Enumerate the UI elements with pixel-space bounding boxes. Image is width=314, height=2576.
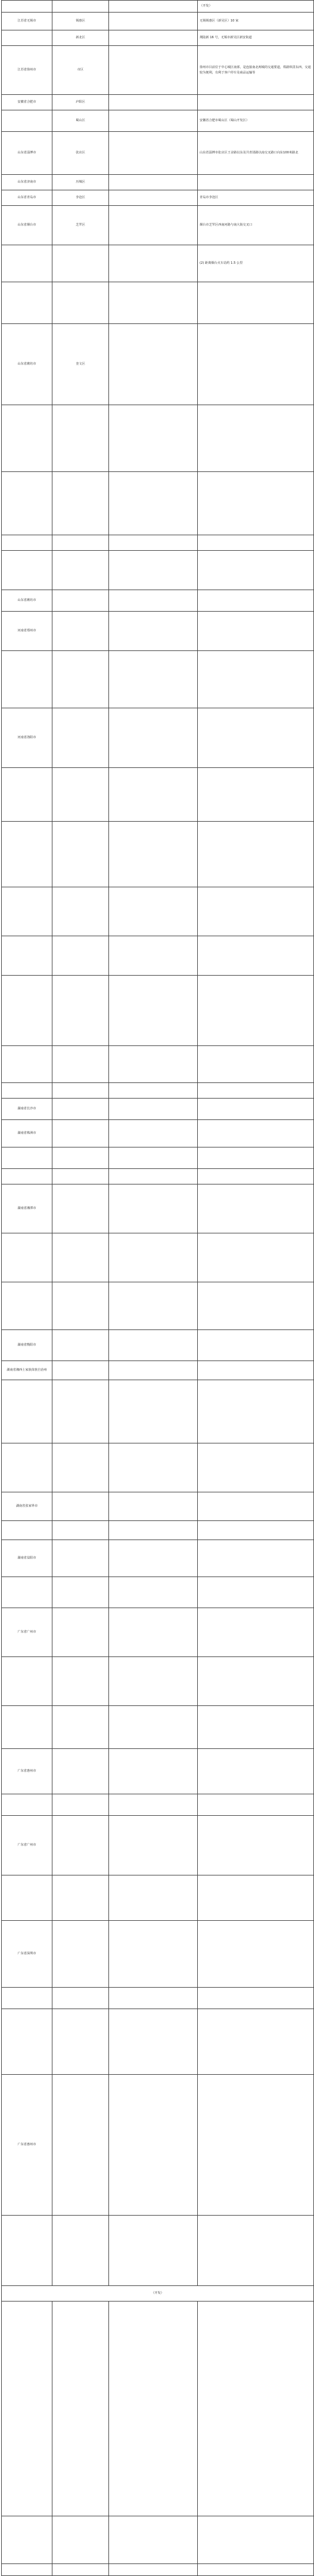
table-row	[2, 708, 314, 768]
table-row	[2, 551, 314, 590]
table-cell-c3	[109, 1120, 198, 1147]
table-cell-c3	[109, 2516, 198, 2564]
table-row	[2, 30, 314, 46]
table-row	[2, 2075, 314, 2216]
table-row	[2, 472, 314, 535]
table-cell-c2	[52, 1083, 109, 1099]
table-cell-c3	[109, 95, 198, 110]
table-cell-c4	[198, 2302, 314, 2516]
table-cell-c3	[109, 1233, 198, 1282]
table-cell-c3	[109, 1169, 198, 1184]
table-cell-c1: 山东省潍坊市	[2, 324, 52, 405]
table-cell-c1	[2, 1657, 52, 1706]
table-cell-c3	[109, 1794, 198, 1816]
table-cell-c2: 张店区	[52, 132, 109, 175]
table-cell-c4	[198, 1749, 314, 1794]
table-cell-c3	[109, 1657, 198, 1706]
table-cell-c2	[52, 976, 109, 1046]
table-body	[2, 1, 314, 2576]
table-row	[2, 1147, 314, 1169]
table-cell-c4: 山东省淄博市张店区王舍路以东及共青团路以南交叉路口向东100米路北	[198, 132, 314, 175]
table-cell-c4	[198, 1988, 314, 2009]
table-row	[2, 2302, 314, 2516]
table-cell-c3	[109, 245, 198, 282]
table-cell-c3	[109, 190, 198, 206]
table-cell-c2	[52, 768, 109, 822]
table-cell-c2	[52, 551, 109, 590]
table-cell-c3	[109, 1046, 198, 1083]
table-cell-c4	[198, 1083, 314, 1099]
table-cell-c2	[52, 1794, 109, 1816]
table-row	[2, 1330, 314, 1361]
table-cell-c3	[109, 1443, 198, 1492]
table-cell-c3	[109, 2302, 198, 2516]
table-cell-c2	[52, 1749, 109, 1794]
table-cell-c4	[198, 590, 314, 612]
table-row	[2, 405, 314, 472]
table-row	[2, 768, 314, 822]
table-cell-c4	[198, 1875, 314, 1921]
table-cell-c3	[109, 405, 198, 472]
table-cell-c2	[52, 822, 109, 887]
table-cell-c3	[109, 1380, 198, 1443]
table-cell-c4	[198, 1577, 314, 1608]
table-cell-c1: 山东省青岛市	[2, 190, 52, 206]
table-cell-c1	[2, 1706, 52, 1749]
table-cell-c2	[52, 2216, 109, 2286]
table-cell-c2	[52, 1169, 109, 1184]
table-cell-c2: 市区	[52, 46, 109, 95]
table-cell-c3	[109, 976, 198, 1046]
table-cell-c2	[52, 1875, 109, 1921]
table-cell-c3	[109, 708, 198, 768]
table-cell-c3	[109, 1099, 198, 1120]
table-row	[2, 2516, 314, 2564]
table-cell-c4: 荆陆新 16 号，无锡市新吴区新安街道	[198, 30, 314, 46]
table-cell-c1: 广东省广州市	[2, 1816, 52, 1875]
table-cell-c1	[2, 282, 52, 324]
table-cell-c4: （开发）	[198, 1, 314, 13]
table-cell-c1	[2, 1443, 52, 1492]
table-row	[2, 95, 314, 110]
table-cell-c1	[2, 1282, 52, 1330]
table-row	[2, 190, 314, 206]
table-row	[2, 110, 314, 132]
table-cell-c1	[2, 405, 52, 472]
table-cell-c4	[198, 405, 314, 472]
table-cell-c1: 湖南省张家界市	[2, 1492, 52, 1521]
table-row	[2, 936, 314, 976]
table-row	[2, 651, 314, 708]
table-cell-c2	[52, 1361, 109, 1380]
table-cell-c3	[109, 612, 198, 651]
table-cell-c4: 青岛市李沧区	[198, 190, 314, 206]
table-cell-c4	[198, 822, 314, 887]
table-cell-c1	[2, 768, 52, 822]
table-row	[2, 612, 314, 651]
table-cell-c3	[109, 768, 198, 822]
table-cell-c3	[109, 2216, 198, 2286]
table-cell-c2	[52, 936, 109, 976]
table-cell-c3	[109, 1749, 198, 1794]
table-cell-c4	[198, 768, 314, 822]
table-row	[2, 1816, 314, 1875]
table-cell-c2	[52, 2009, 109, 2075]
table-row	[2, 1521, 314, 1540]
table-row	[2, 1083, 314, 1099]
table-cell-c1: 湖南省衡阳市	[2, 1330, 52, 1361]
table-cell-c3	[109, 1, 198, 13]
table-row	[2, 1608, 314, 1657]
table-cell-c4	[198, 1921, 314, 1988]
table-cell-c2	[52, 1282, 109, 1330]
table-row	[2, 1794, 314, 1816]
table-cell-c1	[2, 2009, 52, 2075]
table-cell-c4	[198, 1706, 314, 1749]
table-cell-c1: 湖南省湘潭市	[2, 1184, 52, 1233]
table-cell-c3	[109, 1361, 198, 1380]
table-cell-c1	[2, 1147, 52, 1169]
table-cell-c2	[52, 1147, 109, 1169]
table-cell-c2	[52, 1046, 109, 1083]
table-cell-c2	[52, 1233, 109, 1282]
table-cell-c3	[109, 590, 198, 612]
table-cell-c4	[198, 936, 314, 976]
table-row	[2, 1169, 314, 1184]
table-cell-c3	[109, 1184, 198, 1233]
table-cell-c2: 新北区	[52, 30, 109, 46]
table-row	[2, 1706, 314, 1749]
table-cell-c3	[109, 1921, 198, 1988]
table-cell-c4	[198, 2216, 314, 2286]
table-cell-c1: 山东省淄博市	[2, 132, 52, 175]
table-cell-c4	[198, 976, 314, 1046]
table-cell-c2: 锡惠区	[52, 13, 109, 30]
site-location-table	[1, 0, 314, 2576]
table-cell-c1	[2, 1988, 52, 2009]
table-cell-c4	[198, 1233, 314, 1282]
table-cell-c1	[2, 1, 52, 13]
table-row	[2, 2564, 314, 2576]
table-cell-c1: 广东省广州市	[2, 1608, 52, 1657]
table-cell-c1: 广东省惠州市	[2, 2075, 52, 2216]
table-row	[2, 132, 314, 175]
table-cell-c1	[2, 472, 52, 535]
table-cell-c1	[2, 1046, 52, 1083]
table-cell-c1	[2, 110, 52, 132]
table-cell-c1: 河南省郑州市	[2, 612, 52, 651]
table-cell-c3	[109, 1330, 198, 1361]
table-cell-c2	[52, 1492, 109, 1521]
table-cell-c2: 历城区	[52, 175, 109, 190]
table-cell-c1: 山东省烟台市	[2, 206, 52, 245]
table-row	[2, 590, 314, 612]
table-cell-c4	[198, 1361, 314, 1380]
table-row	[2, 1577, 314, 1608]
table-cell-c2	[52, 2564, 109, 2576]
table-row	[2, 1282, 314, 1330]
table-cell-c2: 庐阳区	[52, 95, 109, 110]
table-row	[2, 1380, 314, 1443]
table-cell-c3	[109, 1608, 198, 1657]
table-cell-c4: 安徽省合肥市蜀山区（蜀山开发区）	[198, 110, 314, 132]
table-cell-c1	[2, 976, 52, 1046]
table-row	[2, 2286, 314, 2302]
table-cell-c1	[2, 1083, 52, 1099]
table-cell-c4	[198, 2009, 314, 2075]
table-cell-c3	[109, 472, 198, 535]
table-row	[2, 13, 314, 30]
table-cell-c2	[52, 1, 109, 13]
table-cell-c2: 芝罘区	[52, 206, 109, 245]
table-cell-c4	[198, 1046, 314, 1083]
table-cell-c2	[52, 1988, 109, 2009]
table-cell-c3	[109, 1988, 198, 2009]
table-cell-c1: 山东省潍坊市	[2, 590, 52, 612]
table-row	[2, 1099, 314, 1120]
table-cell-c4	[198, 1282, 314, 1330]
table-cell-c3	[109, 175, 198, 190]
table-cell-c3	[109, 324, 198, 405]
table-cell-c2	[52, 1184, 109, 1233]
table-cell-c4	[198, 1147, 314, 1169]
table-cell-c4	[198, 1492, 314, 1521]
table-cell-c2: 李沧区	[52, 190, 109, 206]
table-cell-c1	[2, 2302, 52, 2516]
table-row	[2, 1233, 314, 1282]
table-cell-c4	[198, 651, 314, 708]
table-cell-c1: 河南省洛阳市	[2, 708, 52, 768]
table-cell-c2	[52, 1577, 109, 1608]
table-cell-c3	[109, 1521, 198, 1540]
table-cell-c4	[198, 1521, 314, 1540]
table-row	[2, 822, 314, 887]
table-section-cell: （开发）	[2, 2286, 314, 2302]
table-cell-c3	[109, 887, 198, 936]
table-cell-c4	[198, 1794, 314, 1816]
table-row	[2, 1921, 314, 1988]
table-cell-c2	[52, 612, 109, 651]
table-cell-c3	[109, 1492, 198, 1521]
table-cell-c4	[198, 1099, 314, 1120]
table-row	[2, 1749, 314, 1794]
table-cell-c4	[198, 1169, 314, 1184]
table-cell-c2	[52, 1443, 109, 1492]
table-cell-c1: 广东省惠州市	[2, 1749, 52, 1794]
table-cell-c4	[198, 1816, 314, 1875]
table-row	[2, 1657, 314, 1706]
table-cell-c4	[198, 95, 314, 110]
table-cell-c1	[2, 1875, 52, 1921]
table-cell-c1	[2, 1169, 52, 1184]
table-cell-c4	[198, 2516, 314, 2564]
table-cell-c3	[109, 936, 198, 976]
table-cell-c4	[198, 708, 314, 768]
table-cell-c2	[52, 2302, 109, 2516]
table-cell-c3	[109, 2564, 198, 2576]
table-cell-c4	[198, 175, 314, 190]
table-cell-c4	[198, 2564, 314, 2576]
table-cell-c1: 江苏省无锡市	[2, 13, 52, 30]
table-cell-c1	[2, 535, 52, 551]
table-cell-c4	[198, 551, 314, 590]
table-cell-c1	[2, 1233, 52, 1282]
table-cell-c1	[2, 936, 52, 976]
table-row	[2, 1875, 314, 1921]
table-cell-c3	[109, 1577, 198, 1608]
table-cell-c2	[52, 405, 109, 472]
table-cell-c4: (2) 距离烟台火车站约 1.5 公里	[198, 245, 314, 282]
table-cell-c1	[2, 887, 52, 936]
table-cell-c2	[52, 2516, 109, 2564]
table-cell-c1: 湖南省株洲市	[2, 1120, 52, 1147]
table-cell-c3	[109, 13, 198, 30]
table-row	[2, 324, 314, 405]
table-cell-c4	[198, 887, 314, 936]
table-cell-c1	[2, 2216, 52, 2286]
table-cell-c3	[109, 822, 198, 887]
table-cell-c2	[52, 887, 109, 936]
table-row	[2, 1988, 314, 2009]
table-cell-c3	[109, 1282, 198, 1330]
table-cell-c3	[109, 206, 198, 245]
table-cell-c1	[2, 822, 52, 887]
table-row	[2, 1184, 314, 1233]
table-cell-c2	[52, 2075, 109, 2216]
table-cell-c1: 广东省深圳市	[2, 1921, 52, 1988]
table-cell-c4: 烟台市芝罘区西南河路与南大街交叉口	[198, 206, 314, 245]
table-row	[2, 1, 314, 13]
table-cell-c3	[109, 282, 198, 324]
table-cell-c2	[52, 1099, 109, 1120]
table-row	[2, 206, 314, 245]
table-cell-c2	[52, 1120, 109, 1147]
table-cell-c3	[109, 46, 198, 95]
table-cell-c3	[109, 535, 198, 551]
table-cell-c2	[52, 1380, 109, 1443]
table-cell-c1: 湖南省长沙市	[2, 1099, 52, 1120]
table-row	[2, 2009, 314, 2075]
table-row	[2, 1361, 314, 1380]
table-cell-c4	[198, 282, 314, 324]
table-cell-c4	[198, 1540, 314, 1577]
table-cell-c3	[109, 1816, 198, 1875]
table-cell-c2	[52, 1706, 109, 1749]
table-cell-c4	[198, 324, 314, 405]
table-cell-c4	[198, 1608, 314, 1657]
table-cell-c2	[52, 535, 109, 551]
table-cell-c3	[109, 110, 198, 132]
table-cell-c3	[109, 1540, 198, 1577]
table-cell-c1	[2, 1794, 52, 1816]
table-cell-c2	[52, 1816, 109, 1875]
table-cell-c4	[198, 472, 314, 535]
table-cell-c3	[109, 651, 198, 708]
table-cell-c2	[52, 1608, 109, 1657]
table-cell-c3	[109, 1875, 198, 1921]
table-cell-c2	[52, 282, 109, 324]
table-cell-c4: 徐州市目前位于中心城区南部，是连接南北两城的交通要道，铁路纵贯东西，交通较为便利，有利于客户停车及商品运输等	[198, 46, 314, 95]
table-cell-c2	[52, 651, 109, 708]
table-row	[2, 976, 314, 1046]
table-cell-c2	[52, 1521, 109, 1540]
table-cell-c4	[198, 1657, 314, 1706]
table-cell-c4	[198, 1380, 314, 1443]
table-cell-c4: 无锡锡惠区（新吴区）10 家	[198, 13, 314, 30]
table-cell-c1: 湖南省湘西土家族苗族自治州	[2, 1361, 52, 1380]
table-cell-c2	[52, 1540, 109, 1577]
table-row	[2, 282, 314, 324]
table-row	[2, 1492, 314, 1521]
table-cell-c1	[2, 30, 52, 46]
table-cell-c1	[2, 1380, 52, 1443]
table-cell-c2	[52, 472, 109, 535]
table-cell-c4	[198, 612, 314, 651]
table-cell-c4	[198, 1443, 314, 1492]
table-cell-c2	[52, 245, 109, 282]
table-cell-c2: 蜀山区	[52, 110, 109, 132]
table-row	[2, 175, 314, 190]
table-cell-c3	[109, 2075, 198, 2216]
table-row	[2, 46, 314, 95]
table-cell-c1: 江苏省徐州市	[2, 46, 52, 95]
table-cell-c1: 山东省济南市	[2, 175, 52, 190]
table-cell-c2	[52, 708, 109, 768]
table-row	[2, 887, 314, 936]
table-cell-c3	[109, 1083, 198, 1099]
table-cell-c1: 安徽省合肥市	[2, 95, 52, 110]
table-cell-c3	[109, 1706, 198, 1749]
table-cell-c3	[109, 551, 198, 590]
table-row	[2, 1046, 314, 1083]
table-cell-c1	[2, 651, 52, 708]
table-cell-c2	[52, 1921, 109, 1988]
table-cell-c2	[52, 1330, 109, 1361]
table-cell-c4	[198, 535, 314, 551]
table-row	[2, 1120, 314, 1147]
table-row	[2, 1540, 314, 1577]
table-cell-c4	[198, 1120, 314, 1147]
table-cell-c1	[2, 245, 52, 282]
table-row	[2, 1443, 314, 1492]
table-cell-c2: 奎文区	[52, 324, 109, 405]
table-cell-c3	[109, 132, 198, 175]
table-cell-c1: 湖南省益阳市	[2, 1540, 52, 1577]
table-cell-c4	[198, 2075, 314, 2216]
table-cell-c4	[198, 1330, 314, 1361]
table-cell-c4	[198, 1184, 314, 1233]
table-row	[2, 2216, 314, 2286]
table-cell-c3	[109, 1147, 198, 1169]
table-cell-c2	[52, 1657, 109, 1706]
table-cell-c1	[2, 1577, 52, 1608]
table-cell-c2	[52, 590, 109, 612]
table-cell-c1	[2, 2516, 52, 2564]
table-cell-c3	[109, 2009, 198, 2075]
table-cell-c1	[2, 551, 52, 590]
table-row	[2, 535, 314, 551]
table-cell-c1	[2, 2564, 52, 2576]
table-cell-c1	[2, 1521, 52, 1540]
table-row	[2, 245, 314, 282]
table-cell-c3	[109, 30, 198, 46]
